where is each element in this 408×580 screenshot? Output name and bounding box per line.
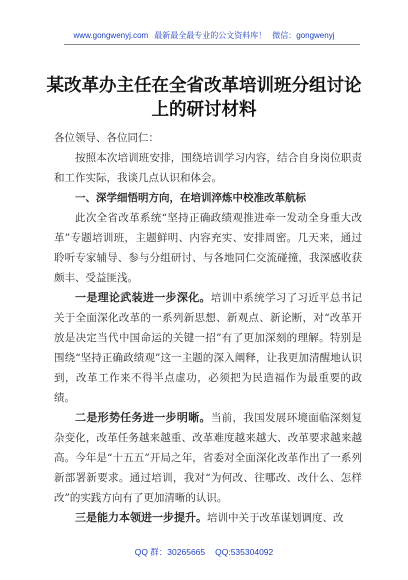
wechat-id: 微信：gongwenyj: [272, 31, 335, 40]
section-heading-1: 一、深学细悟明方向，在培训淬炼中校准改革航标: [75, 192, 306, 204]
page-footer: [0, 546, 408, 558]
site-slogan: 最新最全最专业的公文资料库！: [154, 31, 267, 40]
point-2-text: 当前，我国发展环境面临深刻复杂变化，改革任务越来越重、改革难度越来越大、改革要求越来越高。今年是“十五五”开局之年，省委对全面深化改革作出了一系列新部署新要求。通过培训，我对“为何改、往哪改、改什么、怎样改”的实践方向有了更加清晰的认识。: [54, 412, 363, 504]
document-body: [54, 128, 362, 528]
point-3-paragraph: [54, 508, 362, 528]
point-1-paragraph: [54, 288, 362, 408]
title-line-1: 某改革办主任在全省改革培训班分组讨论: [46, 76, 362, 96]
page-header: [0, 30, 408, 41]
title-line-2: 上的研讨材料: [151, 100, 257, 120]
point-3-lead: 三是能力本领进一步提升。: [75, 511, 207, 524]
salutation: 各位领导、各位同仁：: [54, 132, 159, 144]
point-1-text: 培训中系统学习了习近平总书记关于全面深化改革的一系列新思想、新观点、新论断，对“改革开放是决定当代中国命运的关键一招”有了更加深刻的理解。特别是围绕“坚持正确政绩观”这一主题的深入阐释，让我更加清醒地认识到，改革工作来不得半点虚功，必须把为民造福作为最重要的政绩。: [54, 292, 363, 404]
intro-paragraph: 按照本次培训班安排，围绕培训学习内容，结合自身岗位职责和工作实际，我谈几点认识和体会。: [54, 152, 362, 184]
point-1-lead: 一是理论武装进一步深化。: [75, 291, 211, 304]
point-3-text: 培训中关于改革谋划调度、改: [207, 512, 344, 524]
site-url[interactable]: www.gongwenyj.com: [73, 31, 149, 40]
qq-group: QQ 群：30265665: [134, 547, 206, 557]
point-2-lead: 二是形势任务进一步明晰。: [75, 411, 211, 424]
qq-number: QQ:535304092: [215, 547, 274, 557]
document-title: [40, 74, 368, 122]
header-divider: [64, 44, 360, 45]
point-2-paragraph: [54, 408, 362, 508]
section-1-paragraph: 此次全省改革系统“坚持正确政绩观推进牵一发动全身重大改革”专题培训班，主题鲜明、内容充实、安排周密。几天来，通过聆听专家辅导、参与分组研讨、与各地同仁交流碰撞，我深感收获颇丰、受益匪浅。: [54, 212, 362, 284]
